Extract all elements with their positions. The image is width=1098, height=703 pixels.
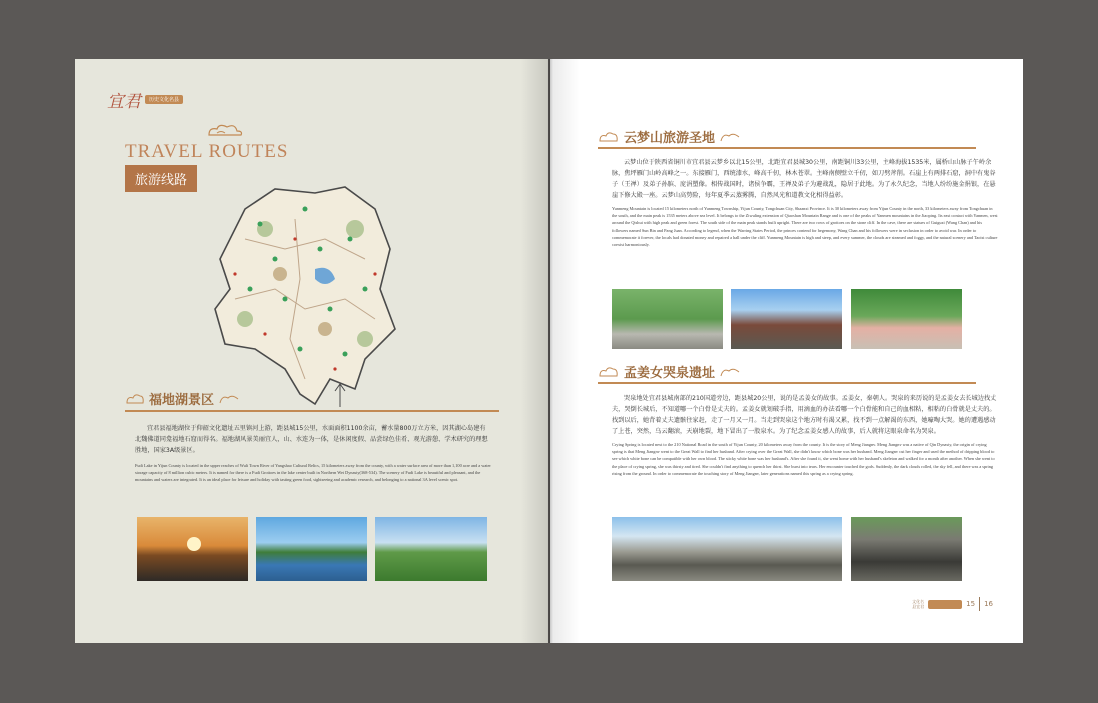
section-heading-fudi (125, 389, 240, 408)
photo-fudi-lake (256, 517, 367, 581)
photo-yunmeng-gate (612, 289, 723, 349)
brand-logo: 宜君 (107, 92, 141, 112)
cloud-icon (125, 393, 145, 405)
cloud-icon (598, 366, 620, 378)
yunmeng-zh-text: 云梦山位于陕西省铜川市宜君县云梦乡以北15公里，北距宜君县城30公里，南距铜川33公里，主峰海拔1535米，属桥山山脉子午岭余脉，焦坪雁门山岭高峰之一。东接雁门，西统漆水，峰高千仞，林木苍翠。主峰南侧壁立千仞，如刀劈斧削。石崖上有两排石窟，洞中有鬼谷子（王禅）及弟子孙膑、庞涓塑像。相传战国时，诸侯争霸，王禅及弟子为避战乱，隐居于此地。为了永久纪念，当地人纷纷施金捐银，在悬崖下修大殿一座。云梦山高势险，每年夏季云蒸雾腾，自然风光和道教文化相得益彰。 (612, 159, 996, 199)
section-rule (125, 410, 499, 412)
section-heading-yunmeng (598, 127, 741, 146)
photo-yunmeng-temple (731, 289, 842, 349)
yunmeng-description (612, 157, 998, 248)
page-number-right: 16 (984, 600, 993, 608)
section-title-fudi: 福地湖景区 (149, 393, 215, 408)
cloud-icon (218, 393, 240, 405)
section-title-yunmeng: 云梦山旅游圣地 (624, 131, 716, 146)
section-title-kuquan: 孟姜女哭泉遗址 (624, 366, 716, 381)
travel-map-illustration (205, 179, 405, 409)
fudi-description (135, 423, 491, 484)
cloud-ornament-icon (205, 123, 245, 143)
page-number-divider (979, 597, 980, 611)
photo-yunmeng-statue (851, 289, 962, 349)
page-footer (912, 597, 993, 611)
photo-fudi-sunset (137, 517, 248, 581)
photo-kuquan-site (612, 517, 842, 581)
cloud-icon (719, 366, 741, 378)
travel-routes-subtitle: 旅游线路 (125, 165, 197, 192)
right-page (550, 59, 1023, 643)
kuquan-description (612, 393, 998, 477)
left-page (75, 59, 548, 643)
fudi-zh-text: 宜君县福地湖位于仰韶文化遗址五里镇河上游，距县城15公里，水面面积1100余亩，蓄水量800万立方米，因其湖心岛建有北魏佛道同龛福地石窟而得名。福地湖风景美丽宜人，山、水连为一体，是休闲度假、品尝绿色佳肴、观光游憩、学术研究的理想胜地，国家3A级景区。 (135, 425, 488, 454)
cloud-icon (719, 131, 741, 143)
kuquan-zh-text: 哭泉地处宜君县城南部的210国道旁边，距县城20公里，说的是孟姜女的故事。孟姜女，秦朝人。哭泉的来历说的是孟姜女去长城边找丈夫，哭倒长城后，不知道哪一个白骨是丈夫的。孟姜女就划破手指，用滴血的办法看哪一个白骨能和自己的血相粘，相粘的白骨就是丈夫的。找到以后，她背着丈夫遗骸往家赶，走了一月又一月。当走到哭泉这个地方时有渴又累，找不到一点解渴的东西，她嚎啕大哭。她的遭遇感动了上苍，突然，乌云翻滚，天崩地裂，地下冒出了一股泉水。为了纪念孟姜女感人的故事，后人就将这眼泉命名为哭泉。 (612, 395, 997, 435)
yunmeng-en-text: Yunmeng Mountain is located 15 kilometers north of Yunmeng Township, Yijun County, Tongchuan City, Shaanxi Province. It is 30 kilometers away from Yijun County in the north, 33 kilometers away from Tongchuan in the south, and the main peak is 1535 meters above sea level. It belongs to the Ziwuling extension of Qiaoshan Mountain Range and is one of the peaks of Yanmen mountains in the Jiaoping. Its east contact with Yanmen, west around the Qishui with high peak and green forest. The south side of the main peak stands built upright. There are two rows of grottoes on the stone cliff. In the cave, there are statues of Guiguzi (Wang Chan) and his followers named Sun Bin and Pang Juan. According to legend, when the Warring States Period, the princes contend for hegemony, Wang Chan and his followers were in seclusion in order to avoid war. In order to commemorate it forever, the locals had donated money and repaired a hall under the cliff. Yunmeng Mountain is high and steep, and every summer, the clouds are steamed and foggy, and the natural scenery and Taoist culture coexist harmoniously. (612, 206, 998, 248)
brand-tagline: 历史文化名县 (145, 95, 183, 104)
photo-fudi-lotus (375, 517, 487, 581)
brand-header (107, 87, 183, 112)
footer-logo (928, 600, 962, 609)
footer-mini-text: 文化名 县宜君 (912, 599, 925, 609)
page-number-left: 15 (966, 600, 976, 608)
travel-routes-title: TRAVEL ROUTES (125, 141, 289, 162)
fudi-en-text: Fudi Lake in Yijun County is located in the upper reaches of Wuli Town River of Yangshao Cultural Relics, 15 kilometers away from the county, with a water surface area of more than 1,100 acre and a water storage capacity of 8 million cubic meters. It is named for there is a Fudi Grottoes in the lake center built in Northern Wei Dynasty(368-534). The scenery of Fudi Lake is beautiful and pleasant, and the mountains and waters are integrated. It is an ideal place for leisure and holiday with tasting green food, sightseeing and academic research, and belonging to a national 3A level scenic spot. (135, 463, 491, 483)
section-rule (598, 382, 976, 384)
cloud-icon (598, 131, 620, 143)
kuquan-en-text: Crying Spring is located next to the 210 National Road in the south of Yijun County, 20 kilometers away from the county. It is the story of Meng Jiangnv. Meng Jiangnv was a native of Qin Dynasty, the origin of crying spring is that Meng Jiangnv went to the Great Wall to find her husband. After crying over the Great Wall, she didn't know which bone was her husband. Meng Jiangnv cut her finger and used the method of dripping blood to see which white bone can be compatible with her own blood. The sticky white bone was her husband's. After she found it, she went home with her husband's skeleton and walked for a month after another. When she went to the place of crying spring, she was thirsty and tired. She couldn't find anything to quench her thirst. She burst into tears. Her encounter touched the gods. Suddenly, the dark clouds rolled, the sky fell, and there was a spring rising from the ground. In order to commemorate the touching story of Meng Jiangnv, later generations named this spring as a crying spring. (612, 442, 995, 476)
section-rule (598, 147, 976, 149)
section-heading-kuquan (598, 362, 741, 381)
photo-kuquan-monument (851, 517, 962, 581)
